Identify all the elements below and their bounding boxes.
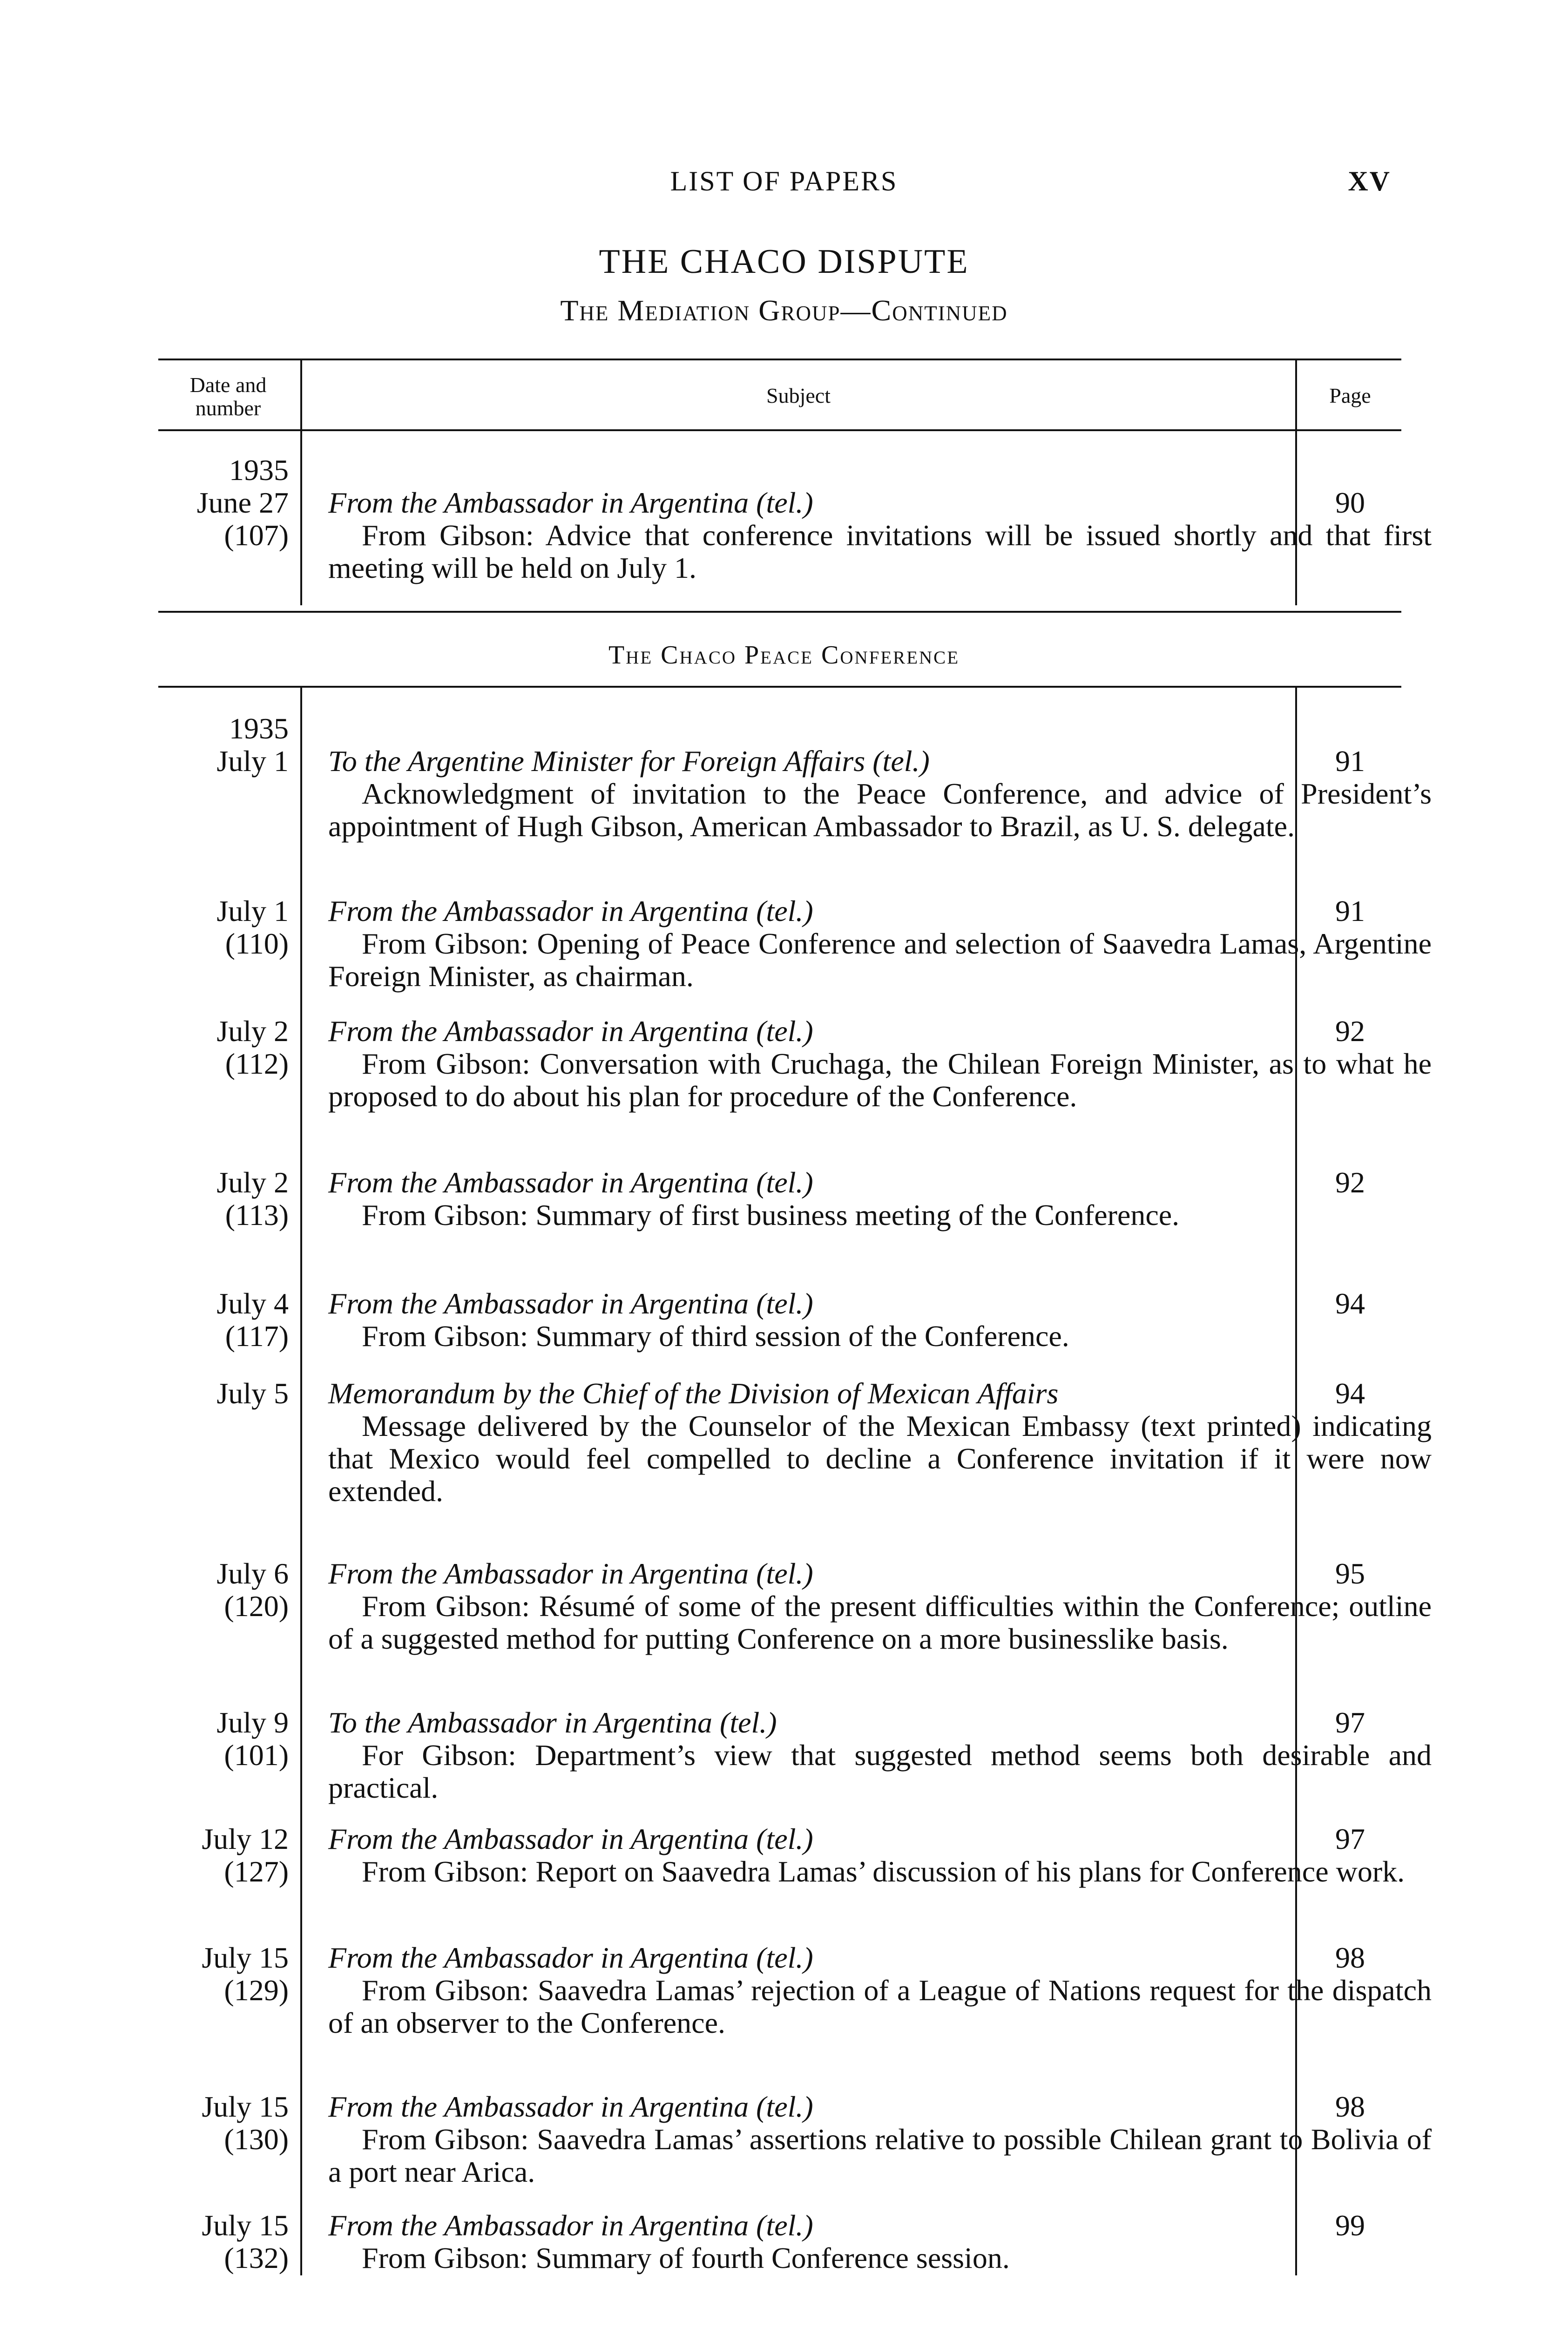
entry-date: July 15 (132): [158, 2209, 289, 2274]
entry-date: July 2 (113): [158, 1166, 289, 1232]
entry-date: July 6 (120): [158, 1557, 289, 1623]
entry-number: (110): [225, 927, 289, 960]
entry-number: (127): [224, 1855, 289, 1888]
entry-year: 1935: [229, 712, 289, 745]
entry-heading: From the Ambassador in Argentina (tel.): [328, 1822, 813, 1855]
entry-page: 91: [1335, 894, 1365, 927]
table-header-rule: [158, 429, 1401, 431]
entry-date: 1935 June 27 (107): [158, 454, 289, 552]
entry-description: From Gibson: Conversation with Cruchaga, the Chilean Foreign Minister, as to what he proposed to do about his plan for procedure of the Conference.: [328, 1047, 1432, 1113]
entry-subject: [328, 1823, 1432, 1888]
table-top-rule: [158, 359, 1401, 360]
entry-description: From Gibson: Opening of Peace Conference and selection of Saavedra Lamas, Argentine Foreign Minister, as chairman.: [328, 927, 1432, 993]
entry-page: 94: [1335, 1287, 1365, 1320]
entry-year: 1935: [229, 453, 289, 487]
entry-heading: To the Ambassador in Argentina (tel.): [328, 1706, 777, 1739]
entry-date: July 12 (127): [158, 1823, 289, 1888]
entry-subject: [328, 487, 1432, 584]
entry-description: From Gibson: Saavedra Lamas’ assertions relative to possible Chilean grant to Bolivia of a port near Arica.: [328, 2123, 1432, 2188]
column-header-subject: Subject: [766, 384, 831, 407]
entry-number: (112): [225, 1047, 289, 1080]
entry-subject: [328, 1166, 1432, 1232]
entry-subject: [328, 2091, 1432, 2188]
entry-heading: From the Ambassador in Argentina (tel.): [328, 2209, 813, 2242]
entry-number: (129): [224, 1974, 289, 2007]
header-divider-left: [300, 359, 302, 429]
entry-description: From Gibson: Saavedra Lamas’ rejection of a League of Nations request for the dispatch of an observer to the Conference.: [328, 1974, 1432, 2039]
entry-heading: From the Ambassador in Argentina (tel.): [328, 486, 813, 519]
entry-description: From Gibson: Report on Saavedra Lamas’ discussion of his plans for Conference work.: [362, 1855, 1405, 1888]
entry-description: Acknowledgment of invitation to the Peace Conference, and advice of President’s appointment of Hugh Gibson, American Ambassador to Brazil, as U. S. delegate.: [328, 777, 1432, 843]
section-heading: The Chaco Peace Conference: [608, 641, 960, 670]
entry-heading: From the Ambassador in Argentina (tel.): [328, 2090, 813, 2123]
entry-heading: From the Ambassador in Argentina (tel.): [328, 1287, 813, 1320]
section2-divider-left: [300, 688, 302, 2275]
entry-heading: From the Ambassador in Argentina (tel.): [328, 894, 813, 927]
entry-page: 98: [1335, 2090, 1365, 2123]
entry-date: July 15 (129): [158, 1942, 289, 2007]
entry-number: (101): [224, 1739, 289, 1772]
entry-description: For Gibson: Department’s view that suggested method seems both desirable and practical.: [328, 1739, 1432, 1804]
entry-date: July 4 (117): [158, 1287, 289, 1353]
entry-page: 91: [1335, 744, 1365, 778]
entry-heading: From the Ambassador in Argentina (tel.): [328, 1166, 813, 1199]
page-folio: XV: [1348, 166, 1391, 196]
entry-date: July 2 (112): [158, 1015, 289, 1080]
entry-subject: [328, 1377, 1432, 1508]
entry-description: From Gibson: Summary of fourth Conference session.: [362, 2241, 1010, 2274]
entry-description: From Gibson: Summary of first business meeting of the Conference.: [362, 1198, 1180, 1232]
section2-top-rule: [158, 686, 1401, 688]
entry-subject: [328, 745, 1432, 843]
page-title: THE CHACO DISPUTE: [599, 243, 969, 281]
entry-subject: [328, 1557, 1432, 1655]
entry-description: Message delivered by the Counselor of the Mexican Embassy (text printed) indicating that Mexico would feel compelled to decline a Conference invitation if it were now extended.: [328, 1409, 1432, 1508]
entry-page: 92: [1335, 1015, 1365, 1048]
entry-page: 98: [1335, 1941, 1365, 1974]
entry-page: 92: [1335, 1166, 1365, 1199]
entry-subject: [328, 1015, 1432, 1113]
entry-date: July 1 (110): [158, 895, 289, 960]
entry-page: 94: [1335, 1377, 1365, 1410]
running-head-title: LIST OF PAPERS: [670, 166, 898, 196]
entry-number: (117): [225, 1320, 289, 1353]
entry-subject: [328, 2209, 1432, 2274]
entry-heading: To the Argentine Minister for Foreign Affairs (tel.): [328, 744, 930, 778]
entry-number: (107): [224, 519, 289, 552]
column-header-page: Page: [1329, 384, 1371, 407]
entry-date: July 9 (101): [158, 1706, 289, 1772]
entry-page: 97: [1335, 1706, 1365, 1739]
entry-date: July 15 (130): [158, 2091, 289, 2156]
page-subtitle: The Mediation Group—Continued: [560, 294, 1008, 327]
entry-subject: [328, 895, 1432, 993]
entry-heading: From the Ambassador in Argentina (tel.): [328, 1015, 813, 1048]
header-divider-right: [1295, 359, 1297, 429]
entry-page: 97: [1335, 1822, 1365, 1855]
entry-number: (130): [224, 2123, 289, 2156]
entry-subject: [328, 1287, 1432, 1353]
entry-page: 90: [1335, 486, 1365, 519]
entry-heading: Memorandum by the Chief of the Division of Mexican Affairs: [328, 1377, 1059, 1410]
column-header-date: Date and number: [189, 373, 267, 420]
entry-description: From Gibson: Summary of third session of the Conference.: [362, 1320, 1069, 1353]
entry-subject: [328, 1942, 1432, 2039]
entry-date: July 5: [216, 1377, 289, 1410]
entry-date: 1935 July 1: [158, 712, 289, 778]
section1-divider-left: [300, 429, 302, 605]
entry-heading: From the Ambassador in Argentina (tel.): [328, 1557, 813, 1590]
entry-description: From Gibson: Advice that conference invitations will be issued shortly and that first meeting will be held on July 1.: [328, 519, 1432, 584]
entry-heading: From the Ambassador in Argentina (tel.): [328, 1941, 813, 1974]
entry-description: From Gibson: Résumé of some of the present difficulties within the Conference; outline of a suggested method for putting Conference on a more businesslike basis.: [328, 1590, 1432, 1655]
entry-number: (132): [224, 2241, 289, 2274]
entry-number: (113): [225, 1198, 289, 1232]
entry-page: 99: [1335, 2209, 1365, 2242]
entry-page: 95: [1335, 1557, 1365, 1590]
entry-number: (120): [224, 1590, 289, 1623]
section1-bottom-rule: [158, 611, 1401, 613]
entry-subject: [328, 1706, 1432, 1804]
